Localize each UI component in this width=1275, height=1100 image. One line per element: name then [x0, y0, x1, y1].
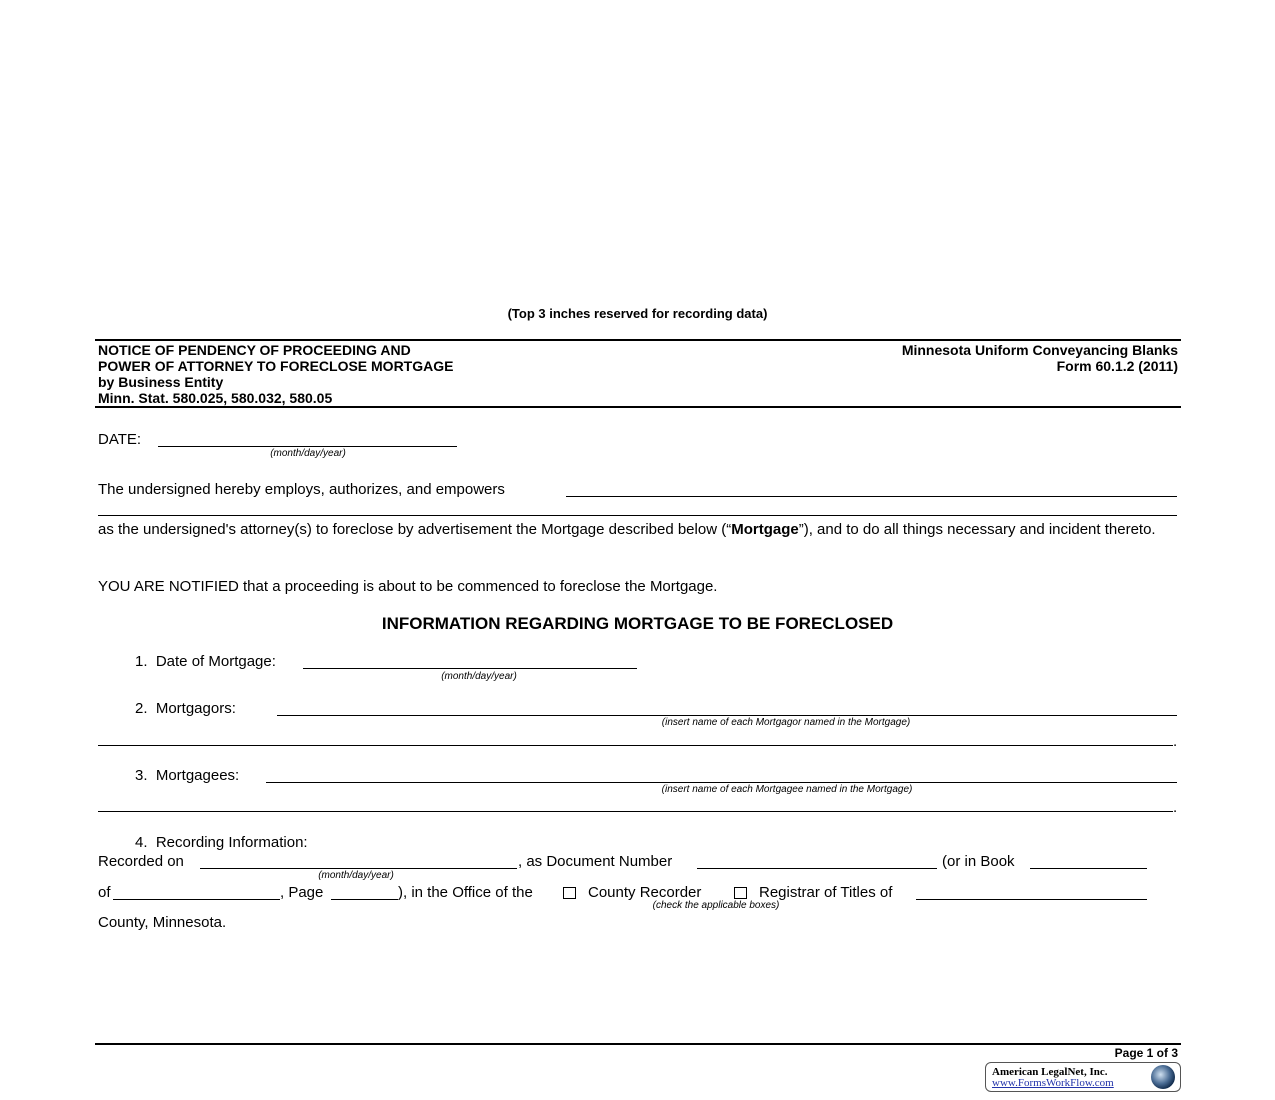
date-field[interactable]	[158, 446, 457, 447]
county-recorder-label: County Recorder	[588, 884, 702, 901]
divider	[95, 406, 1181, 408]
notified-text: YOU ARE NOTIFIED that a proceeding is about to be commenced to foreclose the Mortgage.	[98, 578, 718, 595]
mortgagors-field-2[interactable]	[98, 745, 1173, 746]
office-of-label: ), in the Office of the	[398, 884, 533, 901]
mortgagees-label: 3. Mortgagees:	[135, 767, 240, 784]
registrar-label: Registrar of Titles of	[759, 884, 893, 901]
document-number-field[interactable]	[697, 868, 937, 869]
date-of-mortgage-label: 1. Date of Mortgage:	[135, 653, 276, 670]
recorded-date-field[interactable]	[200, 868, 517, 869]
publisher-logo[interactable]	[985, 1062, 1181, 1092]
form-number: Form 60.1.2 (2011)	[1056, 358, 1178, 374]
attorney-paragraph	[98, 520, 1177, 539]
para-text: as the undersigned's attorney(s) to foreclose by advertisement the Mortgage described below (“	[98, 521, 732, 538]
document-number-label: , as Document Number	[518, 853, 673, 870]
globe-icon	[1151, 1065, 1175, 1089]
mortgagors-field[interactable]	[277, 715, 1177, 716]
period: .	[1173, 799, 1178, 816]
mortgagees-field-2[interactable]	[98, 811, 1173, 812]
book-of-field[interactable]	[113, 899, 280, 900]
page-label: , Page	[280, 884, 324, 901]
registrar-checkbox[interactable]	[734, 887, 747, 899]
county-minnesota: County, Minnesota.	[98, 914, 227, 931]
mortgagees-field[interactable]	[266, 782, 1177, 783]
recorded-on-label: Recorded on	[98, 853, 184, 870]
statute-reference: Minn. Stat. 580.025, 580.032, 580.05	[98, 390, 333, 406]
date-of-mortgage-caption: (month/day/year)	[441, 671, 517, 682]
employs-text: The undersigned hereby employs, authorizes, and empowers	[98, 481, 505, 498]
date-of-mortgage-field[interactable]	[303, 668, 637, 669]
mortgagors-caption: (insert name of each Mortgagor named in the Mortgage)	[661, 717, 911, 728]
recording-info-label: 4. Recording Information:	[135, 834, 308, 851]
para-text: ”), and to do all things necessary and incident thereto.	[798, 521, 1156, 538]
book-field[interactable]	[1030, 868, 1147, 869]
section-heading: INFORMATION REGARDING MORTGAGE TO BE FORECLOSED	[381, 614, 894, 633]
county-field[interactable]	[916, 899, 1147, 900]
footer-divider	[95, 1043, 1181, 1045]
mortgage-term: Mortgage	[731, 521, 799, 538]
recorded-date-caption: (month/day/year)	[318, 870, 394, 881]
logo-name: American LegalNet, Inc.	[992, 1066, 1108, 1078]
date-caption: (month/day/year)	[270, 448, 346, 459]
mortgagees-caption: (insert name of each Mortgagee named in the Mortgage)	[661, 784, 913, 795]
divider	[95, 339, 1181, 341]
logo-url[interactable]: www.FormsWorkFlow.com	[992, 1077, 1114, 1089]
date-label: DATE:	[98, 431, 142, 448]
form-title-line: POWER OF ATTORNEY TO FORECLOSE MORTGAGE	[98, 358, 454, 374]
page-number: Page 1 of 3	[1114, 1046, 1178, 1060]
reserved-note: (Top 3 inches reserved for recording data)	[507, 306, 768, 321]
check-boxes-caption: (check the applicable boxes)	[652, 900, 780, 911]
mortgagors-label: 2. Mortgagors:	[135, 700, 236, 717]
page-field[interactable]	[331, 899, 398, 900]
attorney-name-field-2[interactable]	[98, 515, 1177, 516]
book-label: (or in Book	[942, 853, 1015, 870]
form-title-line: NOTICE OF PENDENCY OF PROCEEDING AND	[98, 342, 411, 358]
county-recorder-checkbox[interactable]	[563, 887, 576, 899]
form-subtitle: by Business Entity	[98, 374, 224, 390]
of-label: of	[98, 884, 111, 901]
attorney-name-field[interactable]	[566, 496, 1177, 497]
period: .	[1173, 733, 1178, 750]
publisher-line: Minnesota Uniform Conveyancing Blanks	[901, 342, 1178, 358]
